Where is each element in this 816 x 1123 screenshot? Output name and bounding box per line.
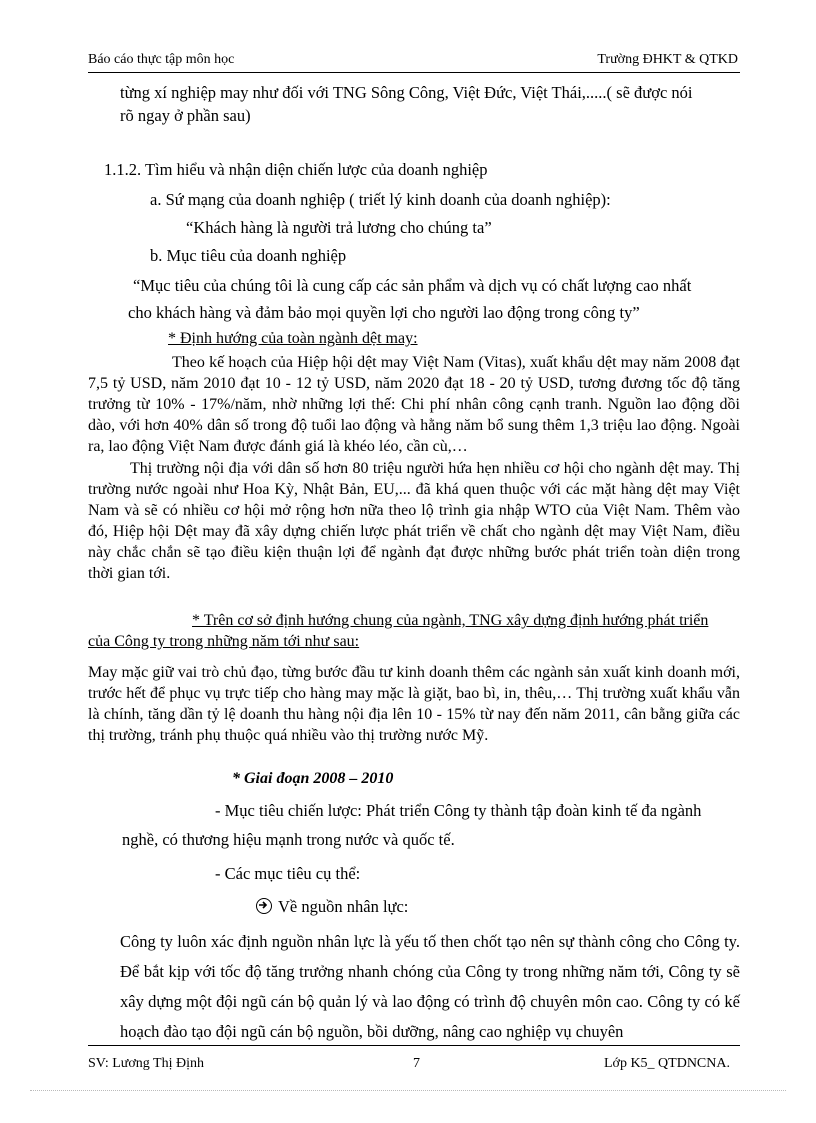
orientation-paragraph-2: Thị trường nội địa với dân số hơn 80 triệu người hứa hẹn nhiều cơ hội cho ngành dệt may. Thị trường nước ngoài như Hoa Kỳ, Nhật Bản, EU,... đã khá quen thuộc với các mặt hàng dệt may Việt Nam và sẽ có nhiều cơ hội mở rộng hơn nữa theo lộ trình gia nhập WTO của Việt Nam. Thêm vào đó, Hiệp hội Dệt may đã xây dựng chiến lược phát triển về chất cho ngành dệt may Việt Nam, điều này chắc chắn sẽ tạo điều kiện thuận lợi để ngành đạt được những bước phát triển toàn diện trong thời gian tới. bbox=[88, 460, 740, 582]
footer-student: SV: Lương Thị Định bbox=[88, 1056, 204, 1071]
header-left: Báo cáo thực tập môn học bbox=[88, 52, 235, 67]
arrow-bullet-icon bbox=[256, 898, 272, 914]
phase-goal-line-2: nghề, có thương hiệu mạnh trong nước và quốc tế. bbox=[122, 830, 455, 849]
human-resource-heading bbox=[256, 897, 408, 917]
objective-quote-line-2: cho khách hàng và đảm bảo mọi quyền lợi cho người lao động trong công ty” bbox=[128, 303, 640, 322]
objective-quote-line-1: “Mục tiêu của chúng tôi là cung cấp các sản phẩm và dịch vụ có chất lượng cao nhất bbox=[133, 276, 692, 295]
mission-label: a. Sứ mạng của doanh nghiệp ( triết lý kinh doanh của doanh nghiệp): bbox=[150, 190, 611, 209]
orientation-paragraph-1: Theo kế hoạch của Hiệp hội dệt may Việt Nam (Vitas), xuất khẩu dệt may năm 2008 đạt 7,5 tỷ USD, năm 2010 đạt 10 - 12 tỷ USD, năm 2020 đạt 18 - 20 tỷ USD, tương đương tốc độ tăng trưởng từ 10% - 17%/năm, nhờ những lợi thế: Chi phí nhân công cạnh tranh. Nguồn lao động dồi dào, với hơn 40% dân số trong độ tuổi lao động và hằng năm bổ sung thêm 1,3 triệu lao động. Ngoài ra, lao động Việt Nam được đánh giá là khéo léo, cần cù,… bbox=[88, 354, 740, 455]
tng-paragraph: May mặc giữ vai trò chủ đạo, từng bước đầu tư kinh doanh thêm các ngành sản xuất kinh doanh mới, trước hết để phục vụ trực tiếp cho hàng may mặc là giặt, bao bì, in, thêu,… Thị trường xuất khẩu vẫn là chính, tăng dần tỷ lệ doanh thu hàng nội địa lên 10 - 15% từ nay đến năm 2011, cân bằng giữa các thị trường, tránh phụ thuộc quá nhiều vào thị trường nước Mỹ. bbox=[88, 664, 740, 744]
header-right: Trường ĐHKT & QTKD bbox=[597, 52, 738, 67]
intro-line-2: rõ ngay ở phần sau) bbox=[120, 106, 251, 125]
human-resource-paragraph: Công ty luôn xác định nguồn nhân lực là yếu tố then chốt tạo nên sự thành công cho Công ty. Để bắt kịp với tốc độ tăng trưởng nhanh chóng của Công ty trong những năm tới, Công ty sẽ xây dựng một đội ngũ cán bộ quản lý và lao động có trình độ chuyên môn cao. Công ty có kế hoạch đào tạo đội ngũ cán bộ nguồn, bồi dưỡng, nâng cao nghiệp vụ chuyên bbox=[120, 932, 740, 1041]
header-rule bbox=[88, 72, 740, 73]
tng-heading-line-2: của Công ty trong những năm tới như sau: bbox=[88, 633, 360, 650]
phase-title: * Giai đoạn 2008 – 2010 bbox=[232, 770, 394, 787]
footer-page-number: 7 bbox=[413, 1056, 420, 1071]
mission-quote: “Khách hàng là người trả lương cho chúng ta” bbox=[186, 218, 492, 237]
footer-rule bbox=[88, 1045, 740, 1046]
objective-label: b. Mục tiêu của doanh nghiệp bbox=[150, 246, 347, 265]
page-bottom-border bbox=[30, 1090, 786, 1091]
intro-line-1: từng xí nghiệp may như đối với TNG Sông Công, Việt Đức, Việt Thái,.....( sẽ được nói bbox=[120, 83, 693, 102]
section-heading: 1.1.2. Tìm hiểu và nhận diện chiến lược của doanh nghiệp bbox=[104, 160, 488, 179]
orientation-heading-text: * Định hướng của toàn ngành dệt may: bbox=[168, 330, 418, 347]
phase-goal-line-1: - Mục tiêu chiến lược: Phát triển Công ty thành tập đoàn kinh tế đa ngành bbox=[215, 801, 702, 820]
footer-class: Lớp K5_ QTDNCNA. bbox=[603, 1056, 730, 1071]
human-resource-label: Về nguồn nhân lực: bbox=[278, 897, 409, 916]
specific-goals-label: - Các mục tiêu cụ thể: bbox=[215, 864, 361, 883]
orientation-heading bbox=[168, 330, 418, 348]
tng-heading-line-1: * Trên cơ sở định hướng chung của ngành, TNG xây dựng định hướng phát triển bbox=[192, 612, 709, 629]
